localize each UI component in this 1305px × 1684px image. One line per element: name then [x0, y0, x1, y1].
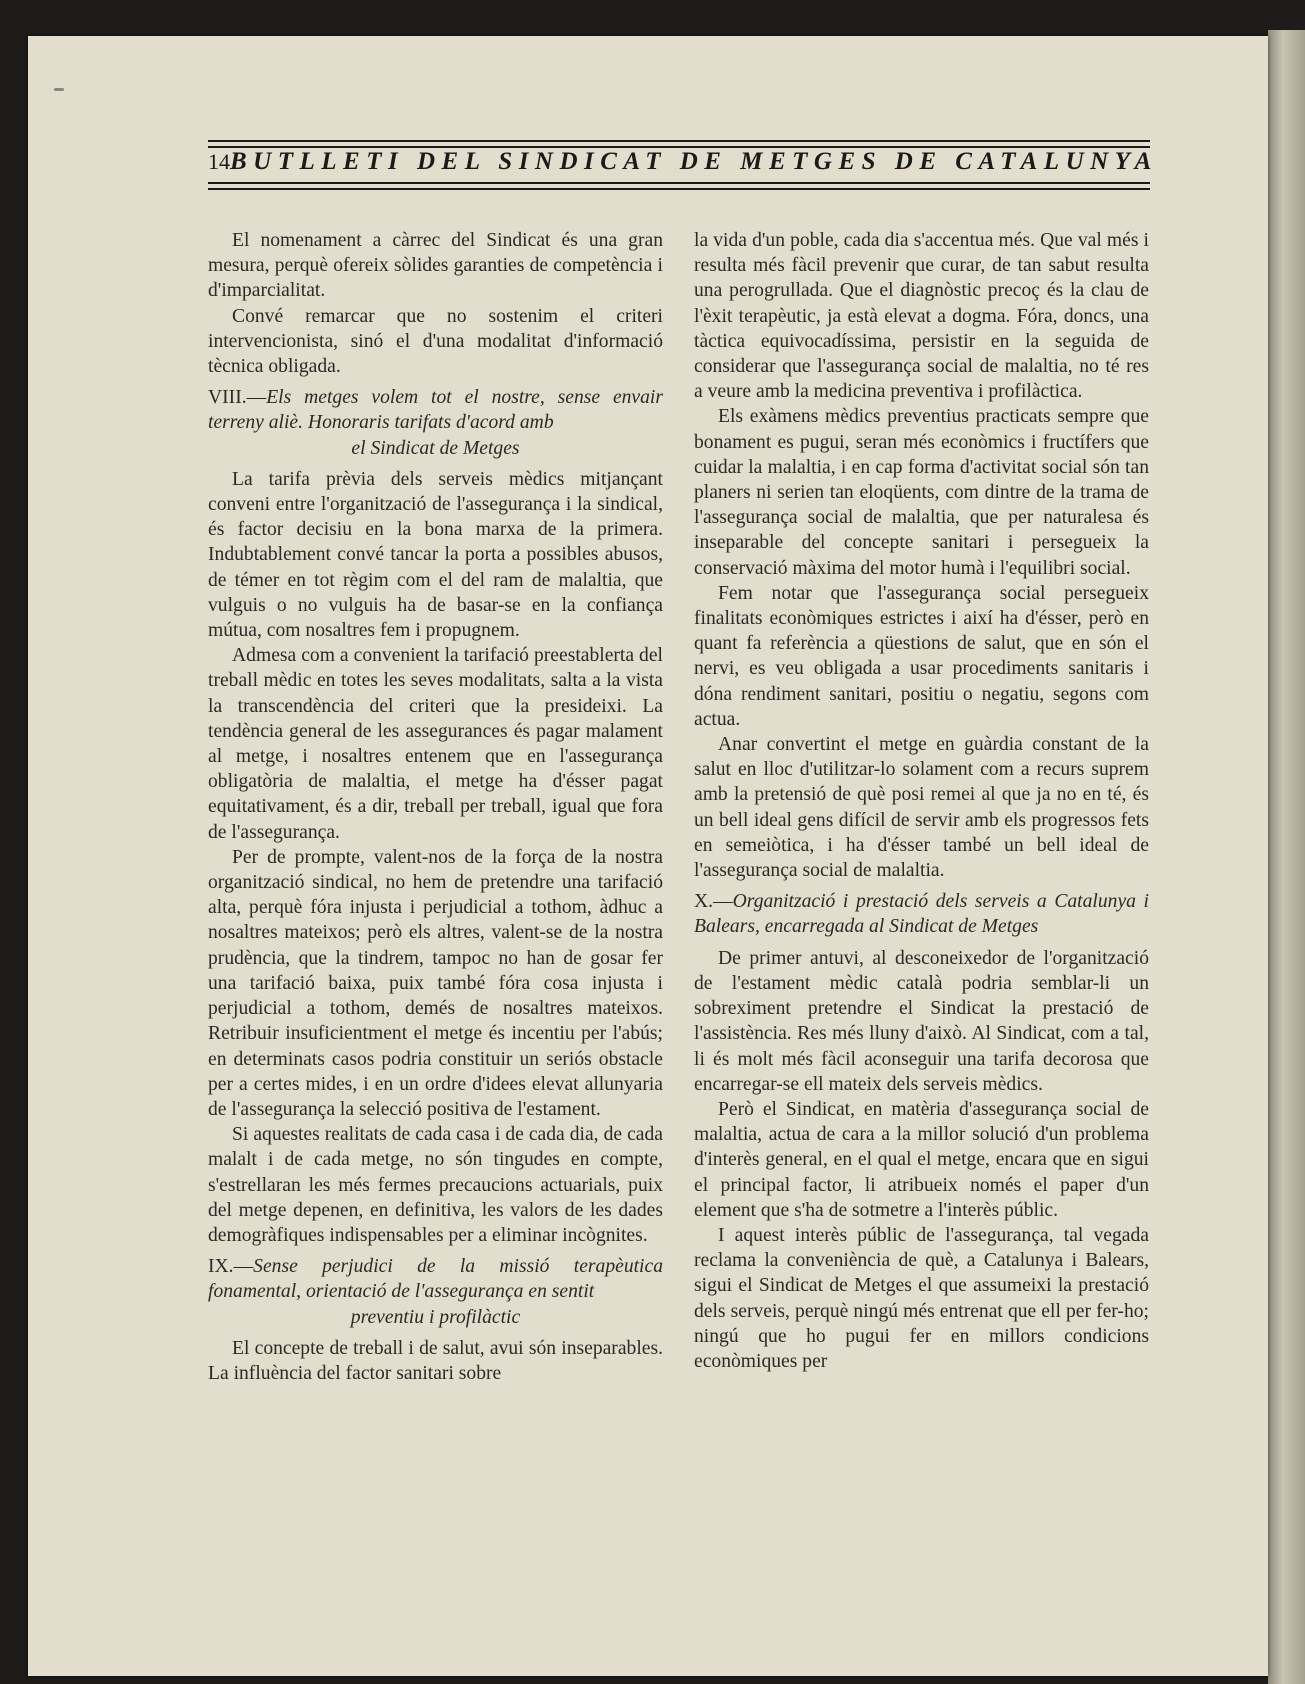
paragraph: Però el Sindicat, en matèria d'assegurança social de malaltia, actua de cara a la millor solució d'un problema d'interès general, en el qual el metge, encara que en sigui el principal factor, li atribueix només el paper d'un element que s'ha de sotmetre a l'interès públic.	[694, 1098, 1149, 1221]
adjacent-page-edge	[1268, 30, 1305, 1684]
paragraph: De primer antuvi, al desconeixedor de l'organització de l'estament mèdic català podria semblar-li un sobreximent pretendre el Sindicat la prestació de l'assistència. Res més lluny d'això. Al Sindicat, com a tal, li és molt més fàcil aconseguir una tarifa decorosa que encarregar-se ell mateix dels serveis mèdics.	[694, 947, 1149, 1095]
page-number: 14	[208, 149, 230, 174]
header-rule-bottom	[208, 182, 1150, 190]
section-title-line2: preventiu i profilàctic	[350, 1306, 521, 1328]
paragraph: Fem notar que l'assegurança social persegueix finalitats econòmiques estrictes i així ha d'ésser, però en quant fa referència a qüestions de salut, que en són el nervi, es veu obligada a usar procediments sanitaris i dóna rendiment sanitari, positiu o negatiu, segons com actua.	[694, 582, 1149, 730]
section-heading-ix	[208, 1254, 663, 1330]
paragraph: Per de prompte, valent-nos de la força de la nostra organització sindical, no hem de pretendre una tarifació alta, perquè fóra injusta i perjudicial a tothom, àdhuc a nosaltres mateixos; però els altres, valent-se de la nostra prudència, que la tindrem, tampoc no han de gosar fer una tarifació baixa, puix també fóra cosa injusta i perjudicial a tothom, demés de nosaltres mateixos. Retribuir insuficientment el metge és incentiu per l'abús; en determinats casos podria constituir un seriós obstacle per a certes mides, i en un ordre d'idees elevat allunyaria de l'assegurança la selecció positiva de l'estament.	[208, 846, 663, 1120]
paragraph: Admesa com a convenient la tarifació preestablerta del treball mèdic en totes les seves modalitats, salta a la vista la transcendència del criteri que la presideixi. La tendència general de les assegurances és pagar malament al metge, i nosaltres entenem que en l'assegurança obligatòria de malaltia, el metge ha d'ésser pagat equitativament, és a dir, treball per treball, igual que fora de l'assegurança.	[208, 645, 663, 843]
publication-title: BUTLLETI DEL SINDICAT DE METGES DE CATALUNYA	[230, 148, 1158, 175]
right-column	[694, 228, 1149, 1374]
paragraph: Convé remarcar que no sostenim el criteri intervencionista, sinó el d'una modalitat d'informació tècnica obligada.	[208, 305, 663, 378]
header-rule-top	[208, 140, 1150, 148]
section-heading-x	[694, 889, 1149, 939]
header-line	[208, 148, 1158, 182]
section-number: IX.—	[208, 1256, 254, 1278]
running-header	[208, 140, 1158, 190]
section-title: Organització i prestació dels serveis a Catalunya i Balears, encarregada al Sindicat de Metges	[694, 891, 1149, 938]
paragraph: El nomenament a càrrec del Sindicat és una gran mesura, perquè ofereix sòlides garanties de competència i d'imparcialitat.	[208, 230, 663, 302]
section-title-line2: el Sindicat de Metges	[351, 437, 520, 459]
paragraph: Els exàmens mèdics preventius practicats sempre que bonament es pugui, seran més econòmics i fructífers que cuidar la malaltia, i en cap forma d'activitat social són tan planers ni serien tan eloqüents, com dintre de la trama de l'assegurança social de malaltia, que per naturalesa és inseparable del concepte sanitari i persegueix la conservació màxima del motor humà i l'equilibri social.	[694, 406, 1149, 579]
section-number: X.—	[694, 891, 733, 913]
paragraph: la vida d'un poble, cada dia s'accentua més. Que val més i resulta més fàcil prevenir que curar, de tan sabut resulta una perogrullada. Que el diagnòstic precoç és la clau de l'èxit terapèutic, ja està elevat a dogma. Fóra, doncs, una tàctica equivocadíssima, persistir en la seguida de considerar que l'assegurança social de malaltia, no té res a veure amb la medicina preventiva i profilàctica.	[694, 230, 1149, 403]
paragraph: Si aquestes realitats de cada casa i de cada dia, de cada malalt i de cada metge, no són tingudes en compte, s'estrellaran les més fermes precaucions actuarials, puix del metge depenen, en definitiva, les valors de les dades demogràfiques indispensables per a eliminar incògnites.	[208, 1124, 663, 1246]
scan-mark	[54, 88, 64, 91]
paragraph: El concepte de treball i de salut, avui són inseparables. La influència del factor sanitari sobre	[208, 1337, 663, 1384]
section-heading-viii	[208, 385, 663, 461]
paragraph: La tarifa prèvia dels serveis mèdics mitjançant conveni entre l'organització de l'assegurança i la sindical, és factor decisiu en la bona marxa de la primera. Indubtablement convé tancar la porta a possibles abusos, de témer en tot règim com el del ram de malaltia, que vulguis o no vulguis ha de basar-se en la confiança mútua, com nosaltres fem i propugnem.	[208, 468, 663, 642]
paragraph: I aquest interès públic de l'assegurança, tal vegada reclama la conveniència de què, a Catalunya i Balears, sigui el Sindicat de Metges el que assumeixi la prestació dels serveis, perquè ningú més entrenat que ell per fer-ho; ningú que ho pugui fer en millors condicions econòmiques per	[694, 1224, 1149, 1372]
left-column	[208, 228, 663, 1386]
section-title: Els metges volem tot el nostre, sense envair terreny aliè. Honoraris tarifats d'acord amb	[208, 387, 663, 434]
section-number: VIII.—	[208, 387, 267, 409]
section-title: Sense perjudici de la missió terapèutica fonamental, orientació de l'assegurança en sentit	[208, 1256, 663, 1303]
paragraph: Anar convertint el metge en guàrdia constant de la salut en lloc d'utilitzar-lo solament com a recurs suprem amb la pretensió de què posi remei al que ja no en té, és un bell ideal gens difícil de servir amb els progressos fets en semeiòtica, i ha d'ésser també un bell ideal de l'assegurança social de malaltia.	[694, 734, 1149, 882]
